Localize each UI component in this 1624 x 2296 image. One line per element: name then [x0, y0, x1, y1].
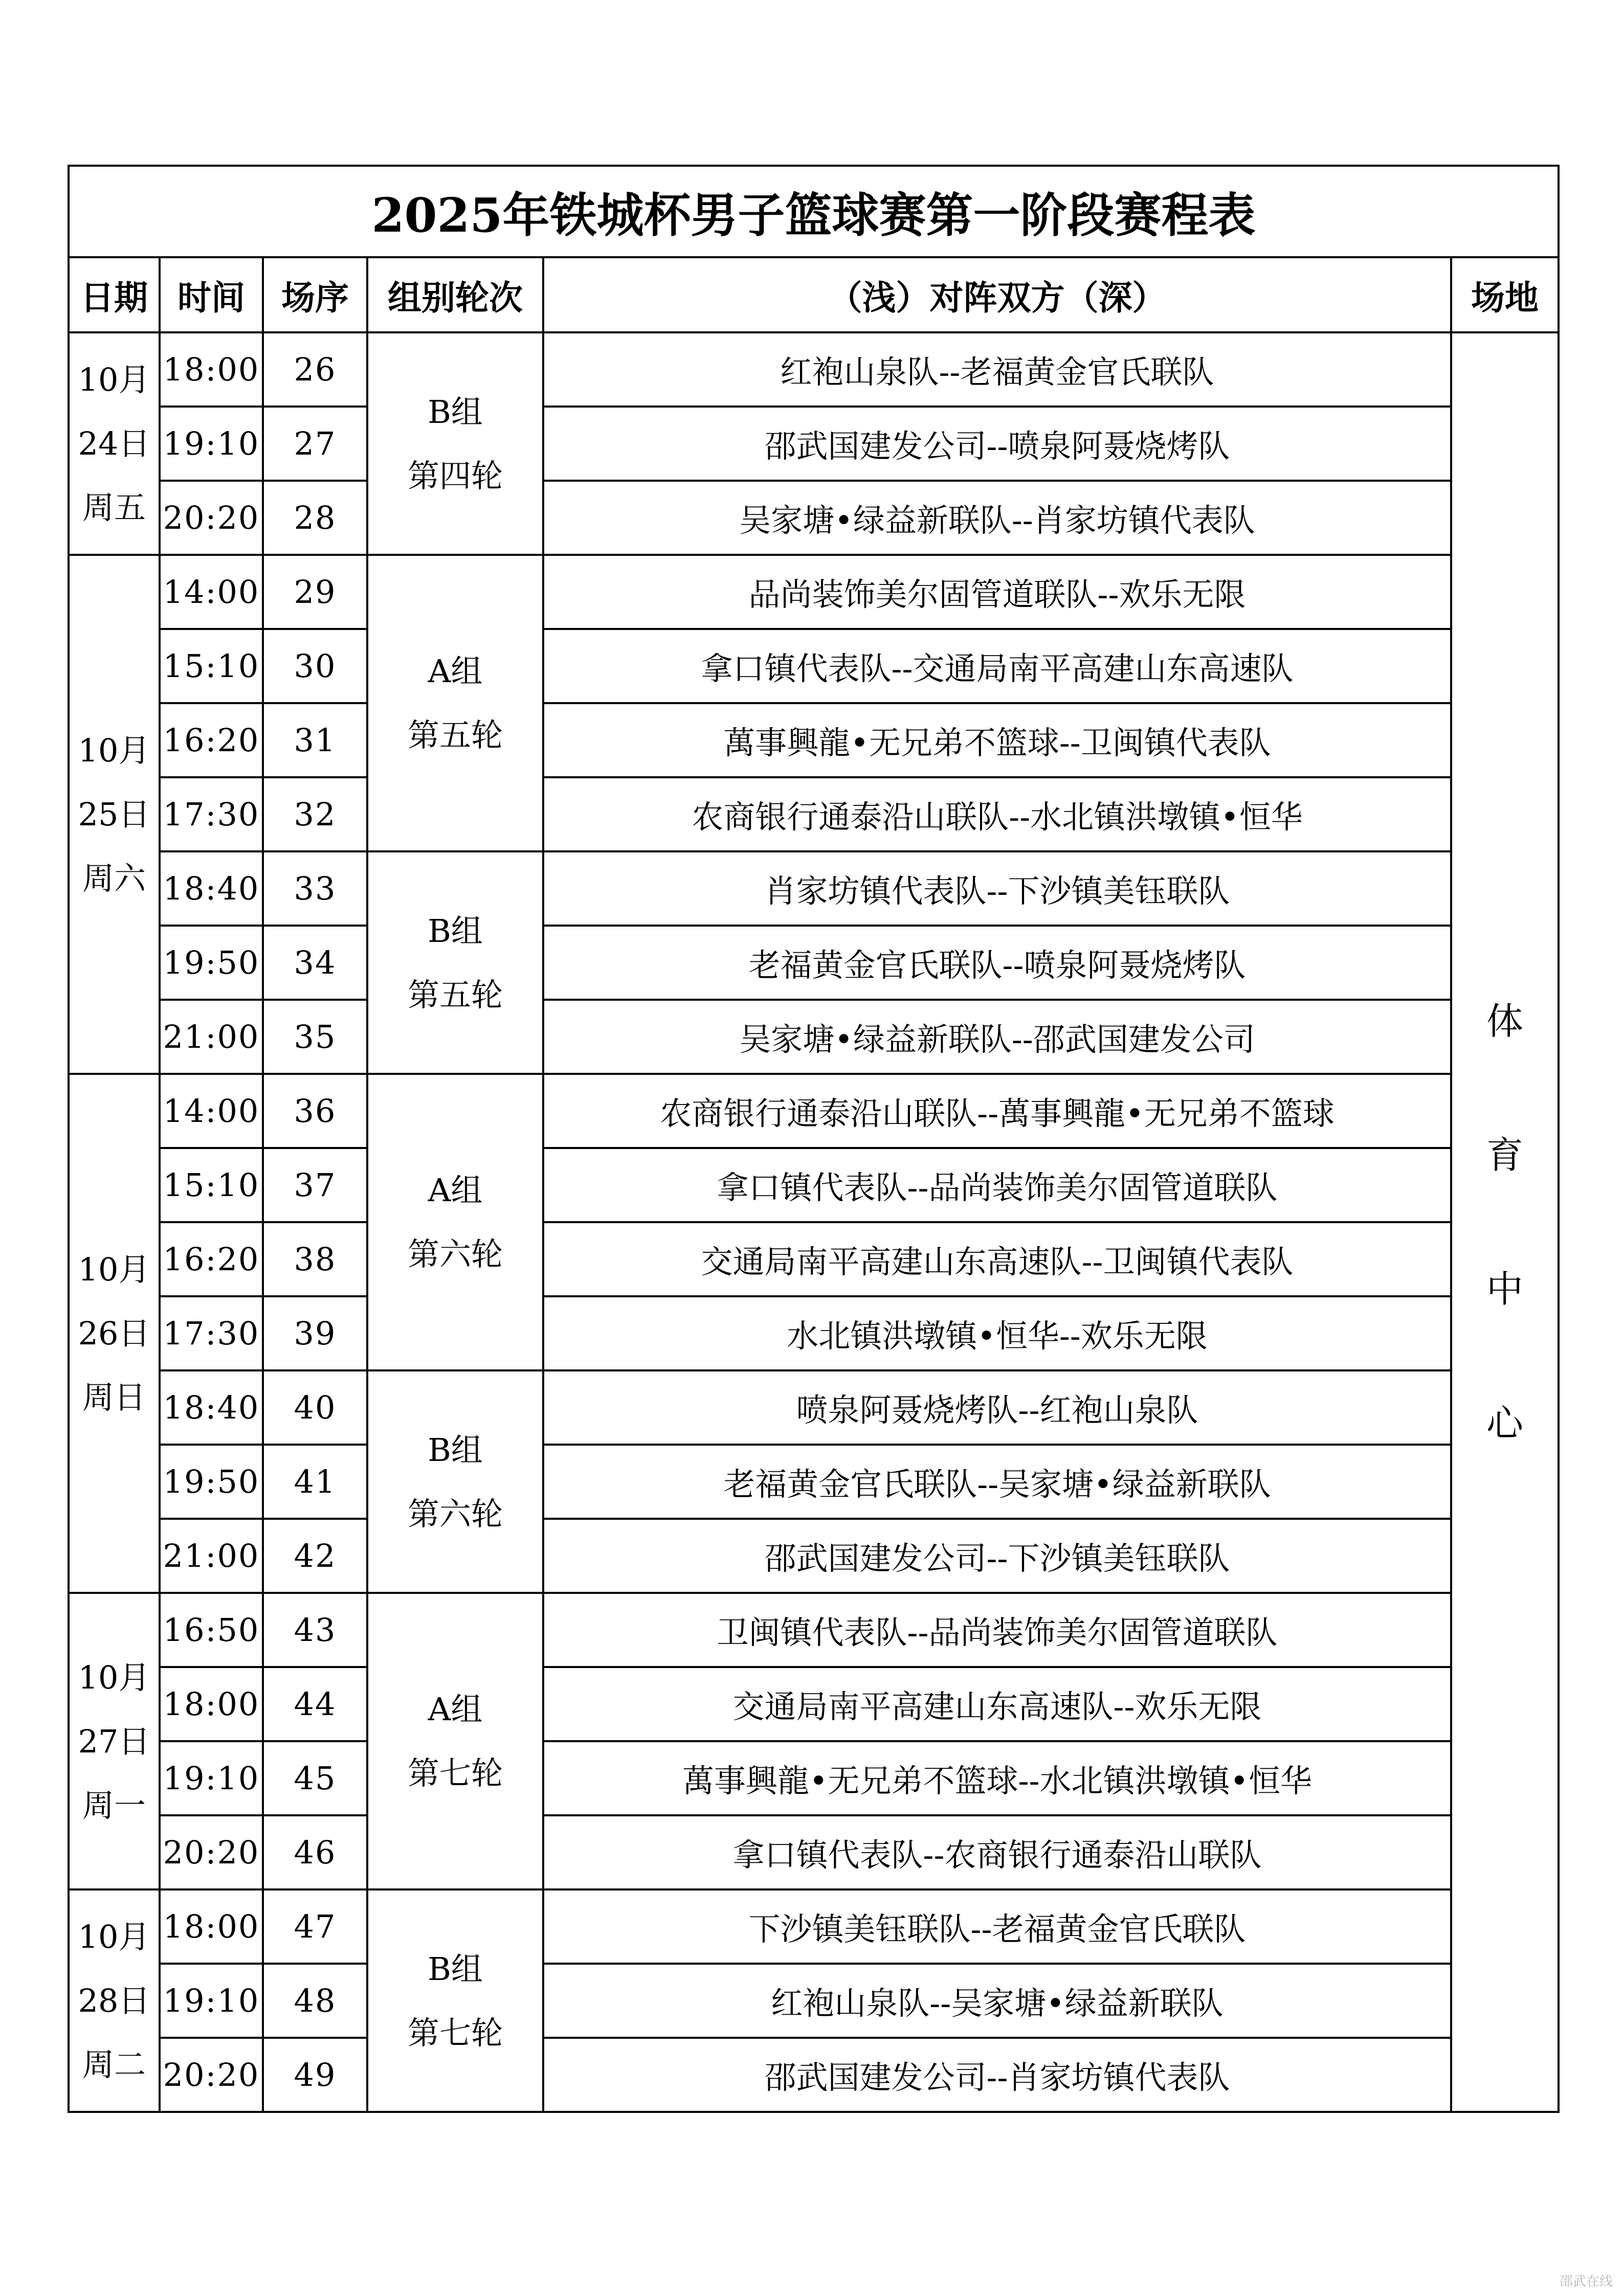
- match-matchup: 萬事興龍•无兄弟不篮球--水北镇洪墩镇•恒华: [543, 1741, 1451, 1815]
- match-row: [69, 926, 1559, 1000]
- group-round-cell-round: 第五轮: [407, 716, 503, 754]
- match-matchup: 农商银行通泰沿山联队--水北镇洪墩镇•恒华: [543, 777, 1451, 851]
- match-time: 19:10: [160, 1964, 263, 2038]
- match-seq: 28: [263, 481, 367, 555]
- header-seq: 场序: [263, 257, 367, 332]
- match-row: [69, 1370, 1559, 1445]
- match-seq: 41: [263, 1445, 367, 1519]
- match-seq: 49: [263, 2038, 367, 2112]
- header-group: 组别轮次: [367, 257, 543, 332]
- group-round-cell-group: B组: [428, 912, 483, 950]
- date-cell-weekday: 周五: [82, 489, 146, 526]
- match-row: [69, 703, 1559, 777]
- match-row: [69, 1000, 1559, 1074]
- match-seq: 44: [263, 1667, 367, 1741]
- match-time: 17:30: [160, 1296, 263, 1370]
- group-round-cell-round: 第五轮: [407, 976, 503, 1014]
- match-time: 17:30: [160, 777, 263, 851]
- match-time: 14:00: [160, 1074, 263, 1148]
- match-matchup: 下沙镇美钰联队--老福黄金官氏联队: [543, 1889, 1451, 1964]
- match-row: [69, 851, 1559, 926]
- match-row: [69, 1445, 1559, 1519]
- match-time: 15:10: [160, 1148, 263, 1222]
- match-seq: 48: [263, 1964, 367, 2038]
- group-round-cell-round: 第六轮: [407, 1235, 503, 1273]
- group-round-cell-group: A组: [428, 1691, 483, 1728]
- date-cell-weekday: 周日: [82, 1379, 146, 1416]
- group-round-cell-group: B组: [428, 393, 483, 431]
- match-seq: 30: [263, 629, 367, 703]
- match-seq: 34: [263, 926, 367, 1000]
- group-round-cell: [367, 1593, 543, 1889]
- date-cell: [69, 555, 160, 1074]
- match-row: [69, 1519, 1559, 1593]
- match-time: 20:20: [160, 2038, 263, 2112]
- date-cell: [69, 1889, 160, 2112]
- match-seq: 26: [263, 332, 367, 407]
- match-time: 20:20: [160, 481, 263, 555]
- match-row: [69, 1593, 1559, 1667]
- match-row: [69, 1074, 1559, 1148]
- match-matchup: 交通局南平高建山东高速队--欢乐无限: [543, 1667, 1451, 1741]
- match-matchup: 老福黄金官氏联队--吴家塘•绿益新联队: [543, 1445, 1451, 1519]
- date-cell-month-day: 10月: [78, 1658, 150, 1696]
- date-cell-month-day: 10月: [78, 732, 150, 769]
- match-time: 16:20: [160, 703, 263, 777]
- match-time: 20:20: [160, 1815, 263, 1889]
- match-row: [69, 407, 1559, 481]
- match-seq: 33: [263, 851, 367, 926]
- match-time: 15:10: [160, 629, 263, 703]
- match-matchup: 邵武国建发公司--肖家坊镇代表队: [543, 2038, 1451, 2112]
- group-round-cell-group: A组: [428, 652, 483, 690]
- match-seq: 40: [263, 1370, 367, 1445]
- match-seq: 31: [263, 703, 367, 777]
- match-seq: 43: [263, 1593, 367, 1667]
- match-seq: 39: [263, 1296, 367, 1370]
- match-row: [69, 777, 1559, 851]
- match-row: [69, 1741, 1559, 1815]
- header-venue: 场地: [1451, 257, 1559, 332]
- group-round-cell: [367, 1370, 543, 1593]
- match-seq: 29: [263, 555, 367, 629]
- group-round-cell: [367, 851, 543, 1074]
- match-time: 18:00: [160, 1667, 263, 1741]
- match-matchup: 老福黄金官氏联队--喷泉阿聂烧烤队: [543, 926, 1451, 1000]
- match-row: [69, 1296, 1559, 1370]
- match-row: [69, 481, 1559, 555]
- group-round-cell-round: 第七轮: [407, 2014, 503, 2052]
- date-cell: [69, 1074, 160, 1593]
- match-matchup: 交通局南平高建山东高速队--卫闽镇代表队: [543, 1222, 1451, 1296]
- group-round-cell-group: A组: [428, 1172, 483, 1209]
- date-cell-day: 24日: [78, 425, 150, 462]
- match-time: 18:00: [160, 332, 263, 407]
- title-row: [69, 166, 1559, 257]
- match-row: [69, 2038, 1559, 2112]
- match-row: [69, 1667, 1559, 1741]
- group-round-cell-round: 第七轮: [407, 1754, 503, 1792]
- venue-char: 体: [1486, 1000, 1524, 1043]
- group-round-cell-group: B组: [428, 1950, 483, 1988]
- match-matchup: 拿口镇代表队--农商银行通泰沿山联队: [543, 1815, 1451, 1889]
- match-row: [69, 1148, 1559, 1222]
- header-row: [69, 257, 1559, 332]
- match-time: 14:00: [160, 555, 263, 629]
- schedule-table: [68, 165, 1560, 2113]
- match-seq: 35: [263, 1000, 367, 1074]
- match-seq: 36: [263, 1074, 367, 1148]
- date-cell-month-day: 10月: [78, 361, 150, 398]
- match-matchup: 萬事興龍•无兄弟不篮球--卫闽镇代表队: [543, 703, 1451, 777]
- date-cell-day: 25日: [78, 796, 150, 833]
- match-time: 19:10: [160, 407, 263, 481]
- date-cell-month-day: 10月: [78, 1251, 150, 1288]
- match-matchup: 红袍山泉队--吴家塘•绿益新联队: [543, 1964, 1451, 2038]
- match-matchup: 肖家坊镇代表队--下沙镇美钰联队: [543, 851, 1451, 926]
- group-round-cell: [367, 1074, 543, 1370]
- match-seq: 42: [263, 1519, 367, 1593]
- match-time: 19:10: [160, 1741, 263, 1815]
- group-round-cell: [367, 332, 543, 555]
- date-cell-weekday: 周六: [82, 860, 146, 897]
- group-round-cell-group: B组: [428, 1431, 483, 1469]
- match-row: [69, 629, 1559, 703]
- match-seq: 46: [263, 1815, 367, 1889]
- venue-char: 心: [1486, 1402, 1524, 1445]
- match-seq: 27: [263, 407, 367, 481]
- date-cell: [69, 1593, 160, 1889]
- match-time: 21:00: [160, 1000, 263, 1074]
- date-cell-day: 26日: [78, 1315, 150, 1352]
- match-matchup: 拿口镇代表队--交通局南平高建山东高速队: [543, 629, 1451, 703]
- match-matchup: 邵武国建发公司--喷泉阿聂烧烤队: [543, 407, 1451, 481]
- group-round-cell: [367, 555, 543, 851]
- header-date: 日期: [69, 257, 160, 332]
- match-seq: 38: [263, 1222, 367, 1296]
- match-matchup: 品尚装饰美尔固管道联队--欢乐无限: [543, 555, 1451, 629]
- match-matchup: 红袍山泉队--老福黄金官氏联队: [543, 332, 1451, 407]
- match-time: 19:50: [160, 1445, 263, 1519]
- date-cell: [69, 332, 160, 555]
- header-time: 时间: [160, 257, 263, 332]
- match-row: [69, 332, 1559, 407]
- match-matchup: 拿口镇代表队--品尚装饰美尔固管道联队: [543, 1148, 1451, 1222]
- group-round-cell-round: 第四轮: [407, 457, 503, 494]
- match-matchup: 农商银行通泰沿山联队--萬事興龍•无兄弟不篮球: [543, 1074, 1451, 1148]
- match-time: 18:40: [160, 1370, 263, 1445]
- venue-char: 育: [1486, 1134, 1524, 1177]
- match-time: 16:50: [160, 1593, 263, 1667]
- match-matchup: 卫闽镇代表队--品尚装饰美尔固管道联队: [543, 1593, 1451, 1667]
- match-row: [69, 1815, 1559, 1889]
- venue-cell: [1451, 332, 1559, 2112]
- match-matchup: 喷泉阿聂烧烤队--红袍山泉队: [543, 1370, 1451, 1445]
- venue-char: 中: [1486, 1268, 1524, 1311]
- match-seq: 37: [263, 1148, 367, 1222]
- date-cell-weekday: 周一: [82, 1786, 146, 1824]
- match-seq: 45: [263, 1741, 367, 1815]
- match-row: [69, 1222, 1559, 1296]
- match-row: [69, 1964, 1559, 2038]
- match-matchup: 邵武国建发公司--下沙镇美钰联队: [543, 1519, 1451, 1593]
- date-cell-day: 27日: [78, 1722, 150, 1760]
- match-seq: 32: [263, 777, 367, 851]
- header-matchup: （浅）对阵双方（深）: [543, 257, 1451, 332]
- match-seq: 47: [263, 1889, 367, 1964]
- match-time: 18:40: [160, 851, 263, 926]
- group-round-cell: [367, 1889, 543, 2112]
- match-row: [69, 555, 1559, 629]
- match-time: 21:00: [160, 1519, 263, 1593]
- match-matchup: 吴家塘•绿益新联队--邵武国建发公司: [543, 1000, 1451, 1074]
- watermark: 邵武在线: [1559, 2274, 1613, 2289]
- date-cell-weekday: 周二: [82, 2046, 146, 2083]
- match-matchup: 水北镇洪墩镇•恒华--欢乐无限: [543, 1296, 1451, 1370]
- match-time: 18:00: [160, 1889, 263, 1964]
- date-cell-day: 28日: [78, 1982, 150, 2019]
- match-time: 16:20: [160, 1222, 263, 1296]
- group-round-cell-round: 第六轮: [407, 1495, 503, 1533]
- match-matchup: 吴家塘•绿益新联队--肖家坊镇代表队: [543, 481, 1451, 555]
- date-cell-month-day: 10月: [78, 1918, 150, 1955]
- page-title: 2025年铁城杯男子篮球赛第一阶段赛程表: [69, 166, 1559, 257]
- match-row: [69, 1889, 1559, 1964]
- match-time: 19:50: [160, 926, 263, 1000]
